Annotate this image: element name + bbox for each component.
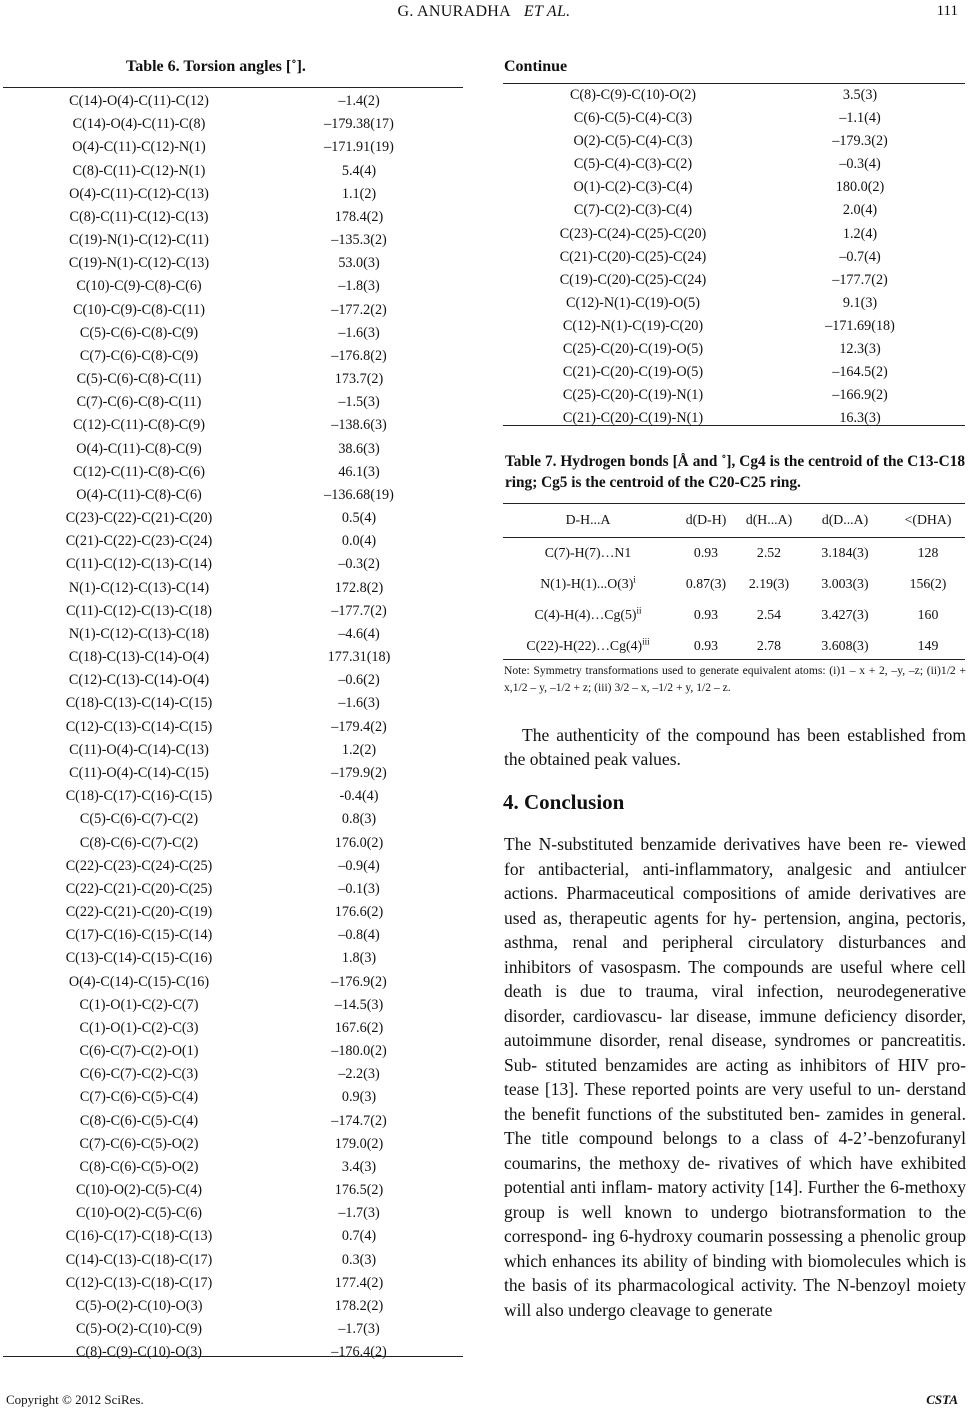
torsion-atoms: C(23)-C(22)-C(21)-C(20) [65, 510, 213, 527]
torsion-angle: –177.7(2) [832, 271, 888, 288]
torsion-atoms: C(8)-C(11)-C(12)-C(13) [69, 208, 209, 225]
table-row [3, 299, 463, 322]
table7-header-cell: d(D-H) [685, 512, 727, 527]
torsion-angle: 38.6(3) [338, 440, 380, 457]
table-row [3, 1295, 463, 1318]
torsion-angle: –180.0(2) [331, 1043, 387, 1060]
hbond-ha [739, 599, 799, 630]
torsion-atoms: C(8)-C(9)-C(10)-O(2) [569, 87, 697, 103]
continue-caption: Continue [504, 58, 568, 75]
torsion-angle: –166.9(2) [832, 387, 888, 404]
torsion-angle: 167.6(2) [334, 1019, 384, 1036]
torsion-atoms: C(12)-N(1)-C(19)-O(5) [566, 294, 700, 311]
table-row [3, 1225, 463, 1248]
torsion-angle: –174.7(2) [331, 1112, 387, 1129]
hbond-da-text: 3.184(3) [821, 545, 869, 560]
table-row [3, 901, 463, 924]
torsion-angle: –177.7(2) [331, 602, 387, 619]
torsion-angle: –1.8(3) [338, 278, 380, 295]
torsion-angle: -0.4(4) [339, 788, 379, 805]
torsion-atoms: C(8)-C(6)-C(7)-C(2) [79, 834, 199, 851]
torsion-atoms: C(10)-C(9)-C(8)-C(6) [76, 278, 202, 295]
table-row [3, 1341, 463, 1364]
table-row [503, 130, 965, 153]
torsion-atoms: C(5)-C(4)-C(3)-C(2) [573, 156, 693, 173]
torsion-angle: 16.3(3) [839, 410, 881, 427]
torsion-angle: –177.2(2) [331, 301, 387, 318]
table-row [3, 1179, 463, 1202]
torsion-atoms: C(18)-C(13)-C(14)-O(4) [68, 649, 210, 666]
hbond-row [503, 599, 965, 630]
hbond-dh [673, 568, 739, 599]
table-row [503, 315, 965, 338]
torsion-angle: –135.3(2) [331, 232, 387, 249]
hbond-da [799, 537, 891, 568]
table6-top-rule [3, 87, 463, 88]
hbond-da-text: 3.427(3) [821, 607, 869, 622]
table-row [3, 600, 463, 623]
torsion-angle: 178.2(2) [334, 1297, 384, 1314]
torsion-angle: –136.68(19) [324, 486, 394, 503]
hbond-dh-text: 0.93 [693, 545, 719, 560]
table-row [3, 275, 463, 298]
hbond-row [503, 568, 965, 599]
torsion-angle: 0.7(4) [341, 1228, 377, 1245]
torsion-atoms: C(16)-C(17)-C(18)-C(13) [65, 1228, 213, 1245]
table-row [3, 553, 463, 576]
continue-table-body [503, 84, 965, 430]
table-row [503, 199, 965, 222]
torsion-atoms: N(1)-C(12)-C(13)-C(18) [68, 625, 210, 642]
torsion-atoms: C(11)-C(12)-C(13)-C(18) [65, 602, 213, 619]
table-row [503, 107, 965, 130]
torsion-angle: 5.4(4) [341, 162, 377, 179]
torsion-angle: –171.69(18) [825, 317, 895, 334]
hbond-dh [673, 537, 739, 568]
hbond-da [799, 599, 891, 630]
table6-body [3, 90, 463, 1364]
torsion-angle: –179.38(17) [324, 116, 394, 133]
torsion-angle: 0.3(3) [341, 1251, 377, 1268]
table-row [3, 1318, 463, 1341]
torsion-angle: 180.0(2) [835, 179, 885, 196]
torsion-atoms: C(8)-C(11)-C(12)-N(1) [72, 162, 206, 179]
torsion-atoms: N(1)-C(12)-C(13)-C(14) [68, 579, 210, 596]
torsion-atoms: O(4)-C(11)-C(12)-C(13) [69, 185, 209, 202]
torsion-angle: –138.6(3) [331, 417, 387, 434]
paragraph-conclusion: The N-substituted benzamide derivatives have been re- viewed for antibacterial, anti-inflammatory, analgesic and antiulcer actions. Pharmaceutical compositions of amide derivatives are used as, therapeutic agents for hy- pertension, angina, pectoris, asthma, renal and peripheral circulatory disturbances and inhibitors of vasospasm. The compounds are useful where cell death is due to trauma, viral infection, neurodegenerative disorder, cardiovascu- lar disease, immune deficiency disorder, autoimmune disorder, renal disease, syndromes or pancreatitis. Sub- stituted benzamides are acting as inhibitors of HIV pro- tease [13]. These reported points are very useful to un- derstand the benefit functions of the substituted ben- zamides in general. The title compound belongs to a class of 4-2’-benzofuranyl coumarins, the methoxy de- rivatives of which have exhibited potential anti inflam- matory activity [14]. Further the 6-methoxy group is well known to undergo biotransformation to the correspond- ing 6-hydroxy coumarin possessing a phenolic group which enhances its ability of binding with biomolecules which is the basis of its pharmacological activity. The N-benzoyl moiety will also undergo cleavage to generate [504, 834, 966, 1320]
running-header [0, 0, 968, 28]
torsion-atoms: C(5)-C(6)-C(8)-C(9) [79, 324, 199, 341]
torsion-angle: 9.1(3) [842, 294, 878, 311]
hbond-da-text: 3.608(3) [821, 638, 869, 653]
torsion-atoms: O(2)-C(5)-C(4)-C(3) [573, 133, 693, 150]
hbond-angle [891, 630, 965, 661]
table-row [503, 384, 965, 407]
table-row [3, 113, 463, 136]
torsion-atoms: C(6)-C(7)-C(2)-C(3) [79, 1066, 199, 1083]
torsion-angle: –1.7(3) [338, 1321, 380, 1338]
table-row [3, 1133, 463, 1156]
torsion-atoms: C(14)-O(4)-C(11)-C(12) [69, 93, 209, 109]
torsion-atoms: C(12)-C(13)-C(14)-O(4) [68, 672, 210, 689]
table-row [3, 1040, 463, 1063]
hbond-dh-text: 0.87(3) [685, 576, 727, 591]
hbond-angle [891, 568, 965, 599]
table-row [3, 507, 463, 530]
hbond-angle-text: 160 [917, 607, 939, 622]
torsion-angle: 12.3(3) [839, 341, 881, 358]
torsion-atoms: C(11)-O(4)-C(14)-C(13) [69, 741, 209, 758]
torsion-atoms: C(21)-C(22)-C(23)-C(24) [65, 533, 213, 550]
hbond-da [799, 568, 891, 599]
table-row [3, 206, 463, 229]
copyright-text: Copyright © 2012 SciRes. [6, 1392, 144, 1407]
hbond-angle [891, 599, 965, 630]
torsion-atoms: C(14)-C(13)-C(18)-C(17) [65, 1251, 213, 1268]
torsion-atoms: C(1)-O(1)-C(2)-C(7) [79, 996, 199, 1013]
table-row [3, 623, 463, 646]
hbond-row [503, 630, 965, 661]
torsion-angle: –1.7(3) [338, 1205, 380, 1222]
hbond-dh [673, 630, 739, 661]
torsion-atoms: C(12)-C(13)-C(14)-C(15) [65, 718, 213, 735]
torsion-angle: 179.0(2) [334, 1135, 384, 1152]
table-row [3, 1017, 463, 1040]
torsion-angle: 0.8(3) [341, 811, 377, 828]
torsion-atoms: C(21)-C(20)-C(25)-C(24) [559, 248, 707, 265]
page-number: 111 [936, 3, 958, 19]
torsion-angle: 0.9(3) [341, 1089, 377, 1106]
hbond-dha-text: C(4)-H(4)…Cg(5) [534, 607, 637, 622]
table-row [503, 84, 965, 107]
table-row [3, 832, 463, 855]
table-row [3, 183, 463, 206]
torsion-atoms: C(11)-O(4)-C(14)-C(15) [69, 764, 209, 781]
torsion-angle: –179.4(2) [331, 718, 387, 735]
table-row [3, 1086, 463, 1109]
hbond-ha [739, 568, 799, 599]
table-row [3, 322, 463, 345]
hbond-angle-text: 156(2) [909, 576, 947, 591]
table-row [3, 1202, 463, 1225]
hbond-dha [503, 537, 673, 568]
table-row [3, 577, 463, 600]
hbond-dha [503, 630, 673, 661]
hbond-ha-text: 2.52 [756, 545, 782, 560]
table7-header-rule [503, 537, 965, 538]
torsion-atoms: O(4)-C(14)-C(15)-C(16) [68, 973, 210, 990]
table-row [3, 785, 463, 808]
torsion-atoms: C(7)-C(6)-C(5)-C(4) [79, 1089, 199, 1106]
torsion-atoms: C(5)-C(6)-C(8)-C(11) [76, 371, 202, 388]
table7-bottom-rule [503, 659, 965, 660]
table-row [3, 438, 463, 461]
table-row [3, 368, 463, 391]
torsion-atoms: C(22)-C(23)-C(24)-C(25) [65, 857, 213, 874]
torsion-angle: 3.5(3) [842, 87, 878, 103]
table-row [3, 1249, 463, 1272]
table7-header-cell: d(D...A) [821, 512, 869, 527]
torsion-atoms: C(10)-C(9)-C(8)-C(11) [73, 301, 205, 318]
torsion-angle: –0.3(2) [338, 556, 380, 573]
symmetry-code: iii [642, 636, 650, 647]
torsion-atoms: C(6)-C(5)-C(4)-C(3) [573, 110, 693, 127]
torsion-atoms: C(12)-C(11)-C(8)-C(9) [73, 417, 205, 434]
hbond-dh-text: 0.93 [693, 638, 719, 653]
torsion-atoms: O(4)-C(11)-C(8)-C(9) [76, 440, 202, 457]
torsion-atoms: C(7)-C(6)-C(5)-O(2) [79, 1135, 199, 1152]
torsion-angle: 177.4(2) [334, 1274, 384, 1291]
torsion-angle: 2.0(4) [842, 202, 878, 219]
table-row [3, 924, 463, 947]
torsion-atoms: C(22)-C(21)-C(20)-C(25) [65, 880, 213, 897]
table-row [3, 669, 463, 692]
table6-bottom-rule [3, 1356, 463, 1357]
torsion-atoms: C(14)-O(4)-C(11)-C(8) [72, 116, 206, 133]
symmetry-code: ii [636, 605, 642, 616]
torsion-angle: –0.7(4) [839, 248, 881, 265]
torsion-atoms: C(21)-C(20)-C(19)-O(5) [562, 364, 704, 381]
table-row [3, 808, 463, 831]
torsion-atoms: C(19)-C(20)-C(25)-C(24) [559, 271, 707, 288]
section-heading-conclusion: 4. Conclusion [503, 790, 625, 814]
torsion-atoms: C(13)-C(14)-C(15)-C(16) [65, 950, 213, 967]
torsion-angle: –0.9(4) [338, 857, 380, 874]
torsion-angle: 46.1(3) [338, 463, 380, 480]
torsion-atoms: C(5)-O(2)-C(10)-O(3) [75, 1297, 203, 1314]
table7-note: Note: Symmetry transformations used to generate equivalent atoms: (i)1 – x + 2, –y, –z; (ii)1/2 + x,1/2 – y, –1/2 + z; (iii) 3/2 – x, –1/2 + y, 1/2 – z. [504, 664, 966, 694]
table-row [3, 762, 463, 785]
table-row [3, 414, 463, 437]
table-row [3, 878, 463, 901]
torsion-angle: –0.8(4) [338, 927, 380, 944]
torsion-atoms: C(18)-C(17)-C(16)-C(15) [65, 788, 213, 805]
torsion-angle: 178.4(2) [334, 208, 384, 225]
hbond-dha [503, 599, 673, 630]
torsion-angle: –179.3(2) [832, 133, 888, 150]
hbond-ha-text: 2.78 [756, 638, 782, 653]
torsion-atoms: C(5)-O(2)-C(10)-C(9) [75, 1321, 203, 1338]
hbond-ha-text: 2.19(3) [748, 576, 790, 591]
torsion-angle: –171.91(19) [324, 139, 394, 156]
table-row [503, 269, 965, 292]
torsion-angle: 0.5(4) [341, 510, 377, 527]
torsion-atoms: O(1)-C(2)-C(3)-C(4) [573, 179, 693, 196]
hbond-ha [739, 537, 799, 568]
table-row [503, 176, 965, 199]
table7-header-cell: <(DHA) [904, 512, 952, 527]
table-row [503, 338, 965, 361]
symmetry-code: i [633, 574, 636, 585]
torsion-angle: –176.4(2) [331, 1344, 387, 1361]
torsion-angle: 3.4(3) [341, 1158, 377, 1175]
table-row [3, 252, 463, 275]
hbond-dha-text: C(22)-H(22)…Cg(4) [526, 638, 643, 653]
table7 [503, 503, 965, 661]
running-author: G. ANURADHA [397, 3, 512, 20]
torsion-atoms: O(4)-C(11)-C(12)-N(1) [72, 139, 206, 156]
torsion-atoms: C(10)-O(2)-C(5)-C(6) [75, 1205, 203, 1222]
torsion-atoms: C(17)-C(16)-C(15)-C(14) [65, 927, 213, 944]
table-row [3, 739, 463, 762]
torsion-angle: –0.6(2) [338, 672, 380, 689]
torsion-atoms: C(25)-C(20)-C(19)-O(5) [562, 341, 704, 358]
table-row [3, 90, 463, 113]
torsion-angle: –1.6(3) [338, 695, 380, 712]
torsion-angle: –14.5(3) [334, 996, 384, 1013]
hbond-dh-text: 0.93 [693, 607, 719, 622]
torsion-atoms: C(6)-C(7)-C(2)-O(1) [79, 1043, 199, 1060]
torsion-atoms: C(8)-C(6)-C(5)-O(2) [79, 1158, 199, 1175]
torsion-atoms: C(12)-C(13)-C(18)-C(17) [65, 1274, 213, 1291]
torsion-angle: –176.9(2) [331, 973, 387, 990]
torsion-atoms: O(4)-C(11)-C(8)-C(6) [76, 486, 202, 503]
torsion-angle: 176.0(2) [334, 834, 384, 851]
table-row [503, 153, 965, 176]
torsion-atoms: C(5)-C(6)-C(7)-C(2) [79, 811, 199, 828]
table-row [3, 160, 463, 183]
torsion-angle: –0.3(4) [839, 156, 881, 173]
torsion-atoms: C(18)-C(13)-C(14)-C(15) [65, 695, 213, 712]
table-row [3, 1063, 463, 1086]
torsion-angle: –2.2(3) [338, 1066, 380, 1083]
table-row [3, 391, 463, 414]
torsion-atoms: C(10)-O(2)-C(5)-C(4) [75, 1182, 203, 1199]
torsion-angle: –1.1(4) [839, 110, 881, 127]
torsion-angle: 177.31(18) [327, 649, 391, 666]
torsion-atoms: C(12)-C(11)-C(8)-C(6) [73, 463, 205, 480]
table-row [3, 136, 463, 159]
table7-rows [503, 537, 965, 661]
torsion-angle: 53.0(3) [338, 255, 380, 272]
hbond-dha-text: N(1)-H(1)...O(3) [540, 576, 634, 591]
hbond-dh [673, 599, 739, 630]
hbond-ha-text: 2.54 [756, 607, 782, 622]
torsion-atoms: C(19)-N(1)-C(12)-C(11) [69, 232, 209, 249]
torsion-angle: 1.2(4) [842, 225, 878, 242]
torsion-angle: 1.2(2) [341, 741, 377, 758]
table-row [503, 223, 965, 246]
table-row [3, 692, 463, 715]
torsion-atoms: C(19)-N(1)-C(12)-C(13) [68, 255, 210, 272]
table-row [3, 646, 463, 669]
torsion-angle: –4.6(4) [338, 625, 380, 642]
torsion-angle: 173.7(2) [334, 371, 384, 388]
paragraph-authenticity: The authenticity of the compound has been established from the obtained peak values. [504, 725, 966, 769]
torsion-angle: –0.1(3) [338, 880, 380, 897]
hbond-angle-text: 149 [917, 638, 939, 653]
continue-bottom-rule [503, 425, 965, 426]
torsion-atoms: C(21)-C(20)-C(19)-N(1) [562, 410, 704, 427]
table7-header-cell: D-H...A [565, 512, 611, 527]
table-row [3, 1110, 463, 1133]
torsion-angle: 172.8(2) [334, 579, 384, 596]
hbond-dha-text: C(7)-H(7)…N1 [544, 545, 632, 560]
torsion-angle: –1.6(3) [338, 324, 380, 341]
table-row [3, 530, 463, 553]
torsion-angle: –1.5(3) [338, 394, 380, 411]
torsion-atoms: C(8)-C(9)-C(10)-O(3) [75, 1344, 203, 1361]
table-row [3, 855, 463, 878]
table-row [3, 345, 463, 368]
table-row [503, 361, 965, 384]
torsion-atoms: C(7)-C(6)-C(8)-C(9) [79, 347, 199, 364]
table-row [503, 407, 965, 430]
torsion-angle: 176.6(2) [334, 904, 384, 921]
table-row [3, 461, 463, 484]
hbond-dha [503, 568, 673, 599]
table-row [503, 292, 965, 315]
torsion-atoms: C(7)-C(6)-C(8)-C(11) [76, 394, 202, 411]
torsion-atoms: C(11)-C(12)-C(13)-C(14) [65, 556, 213, 573]
torsion-angle: 1.8(3) [341, 950, 377, 967]
table7-header-cell: d(H...A) [745, 512, 793, 527]
table7-caption: Table 7. Hydrogen bonds [Å and ˚], Cg4 is the centroid of the C13-C18 ring; Cg5 is the centroid of the C20-C25 ring. [505, 453, 965, 491]
running-title [0, 3, 968, 21]
journal-abbrev: CSTA [926, 1392, 958, 1407]
table6-caption: Table 6. Torsion angles [˚]. [126, 58, 306, 75]
running-etal: ET AL. [523, 3, 571, 20]
table7-header-row [503, 503, 965, 537]
torsion-angle: –164.5(2) [832, 364, 888, 381]
torsion-atoms: C(22)-C(21)-C(20)-C(19) [65, 904, 213, 921]
table-row [3, 1156, 463, 1179]
torsion-angle: 1.1(2) [341, 185, 377, 202]
table-row [3, 229, 463, 252]
table-row [3, 484, 463, 507]
torsion-angle: –179.9(2) [331, 764, 387, 781]
hbond-angle-text: 128 [917, 545, 939, 560]
torsion-angle: 176.5(2) [334, 1182, 384, 1199]
table-row [503, 246, 965, 269]
torsion-atoms: C(7)-C(2)-C(3)-C(4) [573, 202, 693, 219]
torsion-angle: –176.8(2) [331, 347, 387, 364]
torsion-atoms: C(25)-C(20)-C(19)-N(1) [562, 387, 704, 404]
table-row [3, 994, 463, 1017]
torsion-atoms: C(1)-O(1)-C(2)-C(3) [79, 1019, 199, 1036]
table-row [3, 947, 463, 970]
torsion-atoms: C(23)-C(24)-C(25)-C(20) [559, 225, 707, 242]
table-row [3, 971, 463, 994]
hbond-angle [891, 537, 965, 568]
torsion-angle: 0.0(4) [341, 533, 377, 550]
torsion-atoms: C(12)-N(1)-C(19)-C(20) [562, 317, 704, 334]
hbond-ha [739, 630, 799, 661]
hbond-da [799, 630, 891, 661]
hbond-row [503, 537, 965, 568]
table-row [3, 1272, 463, 1295]
table-row [3, 716, 463, 739]
torsion-angle: –1.4(2) [338, 93, 380, 109]
torsion-atoms: C(8)-C(6)-C(5)-C(4) [79, 1112, 199, 1129]
hbond-da-text: 3.003(3) [821, 576, 869, 591]
